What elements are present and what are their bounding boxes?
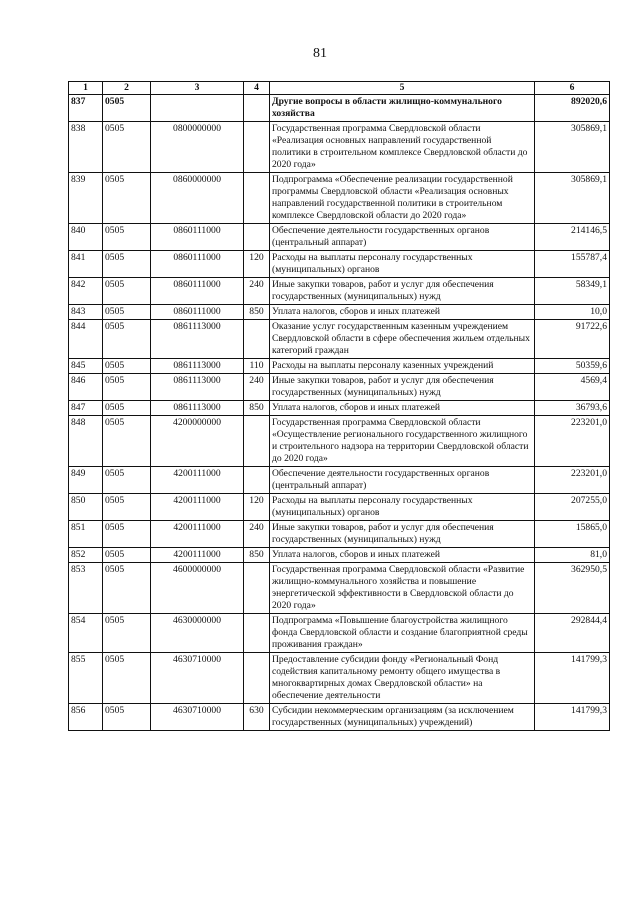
description-cell: Государственная программа Свердловской области «Осуществление регионального государственного жилищного и строительного надзора на территории Свердловской области до 2020 года»	[270, 416, 535, 467]
header-col-3: 3	[151, 82, 244, 95]
table-row	[69, 122, 610, 173]
expense-type-cell	[244, 653, 270, 704]
description-cell: Расходы на выплаты персоналу казенных учреждений	[270, 359, 535, 374]
section-code-cell: 0505	[103, 320, 151, 359]
description-cell: Обеспечение деятельности государственных органов (центральный аппарат)	[270, 224, 535, 251]
target-article-cell: 4200000000	[151, 416, 244, 467]
description-cell: Иные закупки товаров, работ и услуг для обеспечения государственных (муниципальных) нужд	[270, 521, 535, 548]
table-row	[69, 653, 610, 704]
section-code-cell: 0505	[103, 653, 151, 704]
table-row	[69, 95, 610, 122]
row-number-cell: 853	[69, 563, 103, 614]
expense-type-cell	[244, 173, 270, 224]
section-code-cell: 0505	[103, 467, 151, 494]
expense-type-cell: 120	[244, 494, 270, 521]
row-number-cell: 838	[69, 122, 103, 173]
amount-cell: 305869,1	[535, 122, 610, 173]
description-cell: Оказание услуг государственным казенным учреждением Свердловской области в сфере обеспечения жильем отдельных категорий граждан	[270, 320, 535, 359]
amount-cell: 214146,5	[535, 224, 610, 251]
description-cell: Другие вопросы в области жилищно-коммунального хозяйства	[270, 95, 535, 122]
row-number-cell: 855	[69, 653, 103, 704]
expense-type-cell: 850	[244, 401, 270, 416]
table-row	[69, 401, 610, 416]
target-article-cell: 0861113000	[151, 359, 244, 374]
target-article-cell: 4200111000	[151, 521, 244, 548]
target-article-cell: 4630710000	[151, 704, 244, 731]
table-row	[69, 320, 610, 359]
expense-type-cell: 630	[244, 704, 270, 731]
expense-type-cell: 240	[244, 278, 270, 305]
header-col-6: 6	[535, 82, 610, 95]
row-number-cell: 839	[69, 173, 103, 224]
description-cell: Уплата налогов, сборов и иных платежей	[270, 401, 535, 416]
description-cell: Иные закупки товаров, работ и услуг для обеспечения государственных (муниципальных) нужд	[270, 278, 535, 305]
expense-type-cell: 110	[244, 359, 270, 374]
target-article-cell: 0861113000	[151, 320, 244, 359]
target-article-cell: 4630000000	[151, 614, 244, 653]
row-number-cell: 844	[69, 320, 103, 359]
table-header-row	[69, 82, 610, 95]
expense-type-cell: 120	[244, 251, 270, 278]
row-number-cell: 840	[69, 224, 103, 251]
target-article-cell: 0800000000	[151, 122, 244, 173]
table-row	[69, 548, 610, 563]
row-number-cell: 837	[69, 95, 103, 122]
table-row	[69, 494, 610, 521]
target-article-cell: 4200111000	[151, 467, 244, 494]
amount-cell: 155787,4	[535, 251, 610, 278]
budget-table	[68, 81, 610, 731]
header-col-4: 4	[244, 82, 270, 95]
header-col-5: 5	[270, 82, 535, 95]
section-code-cell: 0505	[103, 173, 151, 224]
section-code-cell: 0505	[103, 563, 151, 614]
amount-cell: 362950,5	[535, 563, 610, 614]
section-code-cell: 0505	[103, 122, 151, 173]
description-cell: Предоставление субсидии фонду «Региональный Фонд содействия капитальному ремонту общего имущества в многоквартирных домах Свердловской области» на обеспечение деятельности	[270, 653, 535, 704]
target-article-cell: 0860111000	[151, 278, 244, 305]
amount-cell: 81,0	[535, 548, 610, 563]
expense-type-cell	[244, 95, 270, 122]
row-number-cell: 843	[69, 305, 103, 320]
table-row	[69, 173, 610, 224]
expense-type-cell: 850	[244, 548, 270, 563]
table-row	[69, 224, 610, 251]
section-code-cell: 0505	[103, 401, 151, 416]
description-cell: Уплата налогов, сборов и иных платежей	[270, 548, 535, 563]
description-cell: Обеспечение деятельности государственных органов (центральный аппарат)	[270, 467, 535, 494]
header-col-1: 1	[69, 82, 103, 95]
table-row	[69, 359, 610, 374]
header-col-2: 2	[103, 82, 151, 95]
amount-cell: 50359,6	[535, 359, 610, 374]
target-article-cell: 4200111000	[151, 494, 244, 521]
section-code-cell: 0505	[103, 95, 151, 122]
section-code-cell: 0505	[103, 704, 151, 731]
amount-cell: 141799,3	[535, 653, 610, 704]
table-row	[69, 251, 610, 278]
section-code-cell: 0505	[103, 374, 151, 401]
expense-type-cell	[244, 467, 270, 494]
amount-cell: 207255,0	[535, 494, 610, 521]
row-number-cell: 852	[69, 548, 103, 563]
amount-cell: 892020,6	[535, 95, 610, 122]
table-row	[69, 374, 610, 401]
table-row	[69, 305, 610, 320]
amount-cell: 58349,1	[535, 278, 610, 305]
table-row	[69, 563, 610, 614]
row-number-cell: 847	[69, 401, 103, 416]
description-cell: Государственная программа Свердловской области «Реализация основных направлений государственной политики в строительном комплексе Свердловской области до 2020 года»	[270, 122, 535, 173]
description-cell: Субсидии некоммерческим организациям (за исключением государственных (муниципальных) учреждений)	[270, 704, 535, 731]
section-code-cell: 0505	[103, 494, 151, 521]
section-code-cell: 0505	[103, 416, 151, 467]
page-number: 81	[313, 46, 327, 61]
amount-cell: 15865,0	[535, 521, 610, 548]
expense-type-cell	[244, 563, 270, 614]
table-row	[69, 521, 610, 548]
table-row	[69, 278, 610, 305]
amount-cell: 223201,0	[535, 467, 610, 494]
section-code-cell: 0505	[103, 251, 151, 278]
row-number-cell: 846	[69, 374, 103, 401]
description-cell: Уплата налогов, сборов и иных платежей	[270, 305, 535, 320]
section-code-cell: 0505	[103, 359, 151, 374]
target-article-cell: 0861113000	[151, 374, 244, 401]
expense-type-cell	[244, 122, 270, 173]
row-number-cell: 845	[69, 359, 103, 374]
amount-cell: 292844,4	[535, 614, 610, 653]
target-article-cell: 0860111000	[151, 305, 244, 320]
expense-type-cell: 240	[244, 521, 270, 548]
expense-type-cell: 240	[244, 374, 270, 401]
row-number-cell: 848	[69, 416, 103, 467]
row-number-cell: 851	[69, 521, 103, 548]
section-code-cell: 0505	[103, 548, 151, 563]
description-cell: Расходы на выплаты персоналу государственных (муниципальных) органов	[270, 494, 535, 521]
target-article-cell: 4200111000	[151, 548, 244, 563]
target-article-cell: 0860000000	[151, 173, 244, 224]
target-article-cell: 0861113000	[151, 401, 244, 416]
expense-type-cell	[244, 416, 270, 467]
row-number-cell: 850	[69, 494, 103, 521]
table-row	[69, 416, 610, 467]
row-number-cell: 841	[69, 251, 103, 278]
row-number-cell: 854	[69, 614, 103, 653]
amount-cell: 36793,6	[535, 401, 610, 416]
amount-cell: 10,0	[535, 305, 610, 320]
section-code-cell: 0505	[103, 614, 151, 653]
target-article-cell: 4630710000	[151, 653, 244, 704]
table-row	[69, 614, 610, 653]
target-article-cell: 0860111000	[151, 224, 244, 251]
description-cell: Подпрограмма «Повышение благоустройства жилищного фонда Свердловской области и создание благоприятной среды проживания граждан»	[270, 614, 535, 653]
section-code-cell: 0505	[103, 521, 151, 548]
expense-type-cell: 850	[244, 305, 270, 320]
description-cell: Подпрограмма «Обеспечение реализации государственной программы Свердловской области «Реализация основных направлений государственной политики в строительном комплексе Свердловской области до 2020 года»	[270, 173, 535, 224]
target-article-cell: 0860111000	[151, 251, 244, 278]
description-cell: Иные закупки товаров, работ и услуг для обеспечения государственных (муниципальных) нужд	[270, 374, 535, 401]
amount-cell: 4569,4	[535, 374, 610, 401]
table-body	[69, 95, 610, 731]
row-number-cell: 842	[69, 278, 103, 305]
section-code-cell: 0505	[103, 278, 151, 305]
description-cell: Расходы на выплаты персоналу государственных (муниципальных) органов	[270, 251, 535, 278]
amount-cell: 305869,1	[535, 173, 610, 224]
row-number-cell: 849	[69, 467, 103, 494]
expense-type-cell	[244, 224, 270, 251]
row-number-cell: 856	[69, 704, 103, 731]
section-code-cell: 0505	[103, 305, 151, 320]
description-cell: Государственная программа Свердловской области «Развитие жилищно-коммунального хозяйства и повышение энергетической эффективности в Свердловской области до 2020 года»	[270, 563, 535, 614]
target-article-cell: 4600000000	[151, 563, 244, 614]
table-row	[69, 704, 610, 731]
amount-cell: 91722,6	[535, 320, 610, 359]
expense-type-cell	[244, 614, 270, 653]
amount-cell: 141799,3	[535, 704, 610, 731]
target-article-cell	[151, 95, 244, 122]
section-code-cell: 0505	[103, 224, 151, 251]
expense-type-cell	[244, 320, 270, 359]
amount-cell: 223201,0	[535, 416, 610, 467]
table-row	[69, 467, 610, 494]
